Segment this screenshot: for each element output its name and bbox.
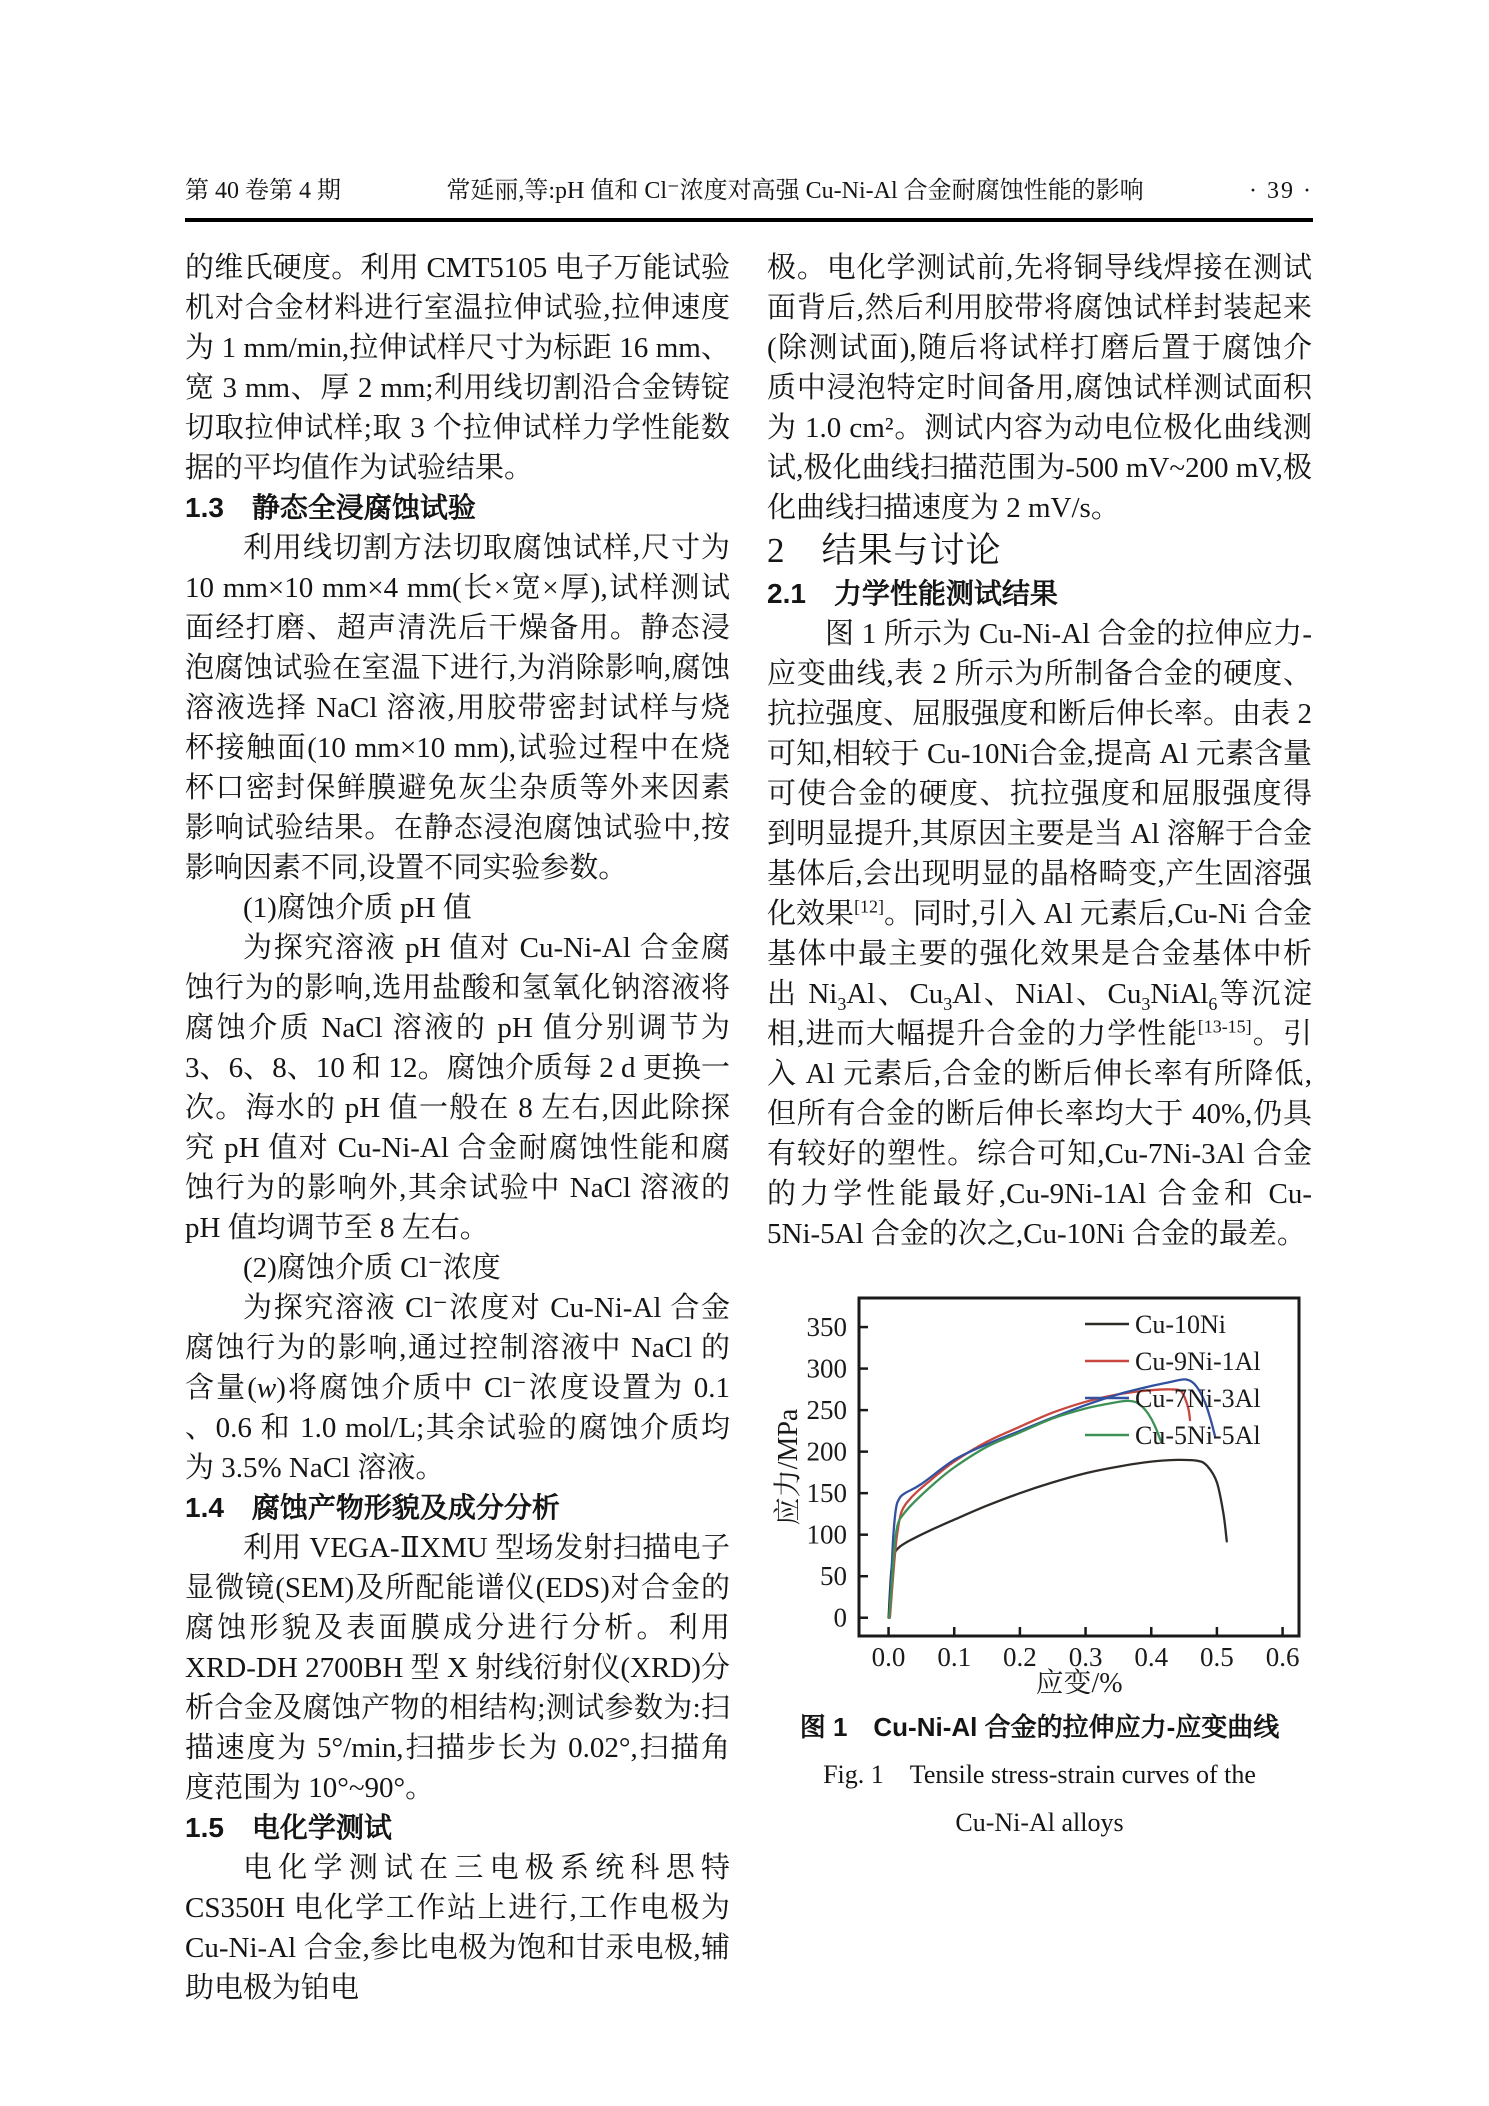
x-tick-label: 0.1 bbox=[937, 1642, 972, 1672]
y-tick-label: 350 bbox=[806, 1312, 847, 1343]
figure-caption-zh: 图 1 Cu-Ni-Al 合金的拉伸应力-应变曲线 bbox=[799, 1712, 1280, 1742]
x-axis-title: 应变/% bbox=[1035, 1668, 1123, 1694]
series-cu-10ni bbox=[889, 1460, 1227, 1618]
y-tick-label: 0 bbox=[833, 1602, 847, 1633]
heading-1-3: 1.3 静态全浸腐蚀试验 bbox=[185, 492, 476, 523]
stress-strain-chart bbox=[767, 1284, 1312, 1694]
running-title: 常延丽,等:pH 值和 Cl⁻浓度对高强 Cu-Ni-Al 合金耐腐蚀性能的影响 bbox=[446, 178, 1144, 204]
figure-caption-en-line2: Cu-Ni-Al alloys bbox=[955, 1808, 1124, 1837]
para-ph-label: (1)腐蚀介质 pH 值 bbox=[243, 892, 472, 924]
y-axis-title: 应力/MPa bbox=[773, 1408, 804, 1526]
x-tick-label: 0.5 bbox=[1200, 1642, 1234, 1672]
stress-strain-svg bbox=[767, 1284, 1312, 1694]
x-tick-label: 0.4 bbox=[1134, 1642, 1169, 1672]
series-cu-5ni-5al bbox=[889, 1401, 1161, 1618]
legend-label-cu-10ni: Cu-10Ni bbox=[1135, 1310, 1226, 1339]
y-tick-label: 150 bbox=[806, 1478, 847, 1509]
y-tick-label: 300 bbox=[806, 1353, 847, 1384]
heading-2: 2 结果与讨论 bbox=[767, 531, 1002, 570]
page-header bbox=[185, 176, 1313, 222]
y-tick-label: 50 bbox=[820, 1561, 847, 1592]
heading-1-5: 1.5 电化学测试 bbox=[185, 1812, 392, 1843]
x-tick-label: 0.0 bbox=[871, 1642, 906, 1672]
para-electrochem-1: 电化学测试在三电极系统科思特 CS350H 电化学工作站上进行,工作电极为 Cu-Ni-Al 合金,参比电极为饱和甘汞电极,辅助电极为铂电 bbox=[185, 1852, 730, 2004]
heading-2-1: 2.1 力学性能测试结果 bbox=[767, 578, 1058, 609]
para-cl-detail: 为探究溶液 Cl⁻浓度对 Cu-Ni-Al 合金腐蚀行为的影响,通过控制溶液中 NaCl 的含量(w)将腐蚀介质中 Cl⁻浓度设置为 0.1 、0.6 和 1.0 mol/L;其余试验的腐蚀介质均为 3.5% NaCl 溶液。 bbox=[185, 1292, 730, 1484]
para-cl-label: (2)腐蚀介质 Cl⁻浓度 bbox=[243, 1252, 501, 1284]
journal-issue: 第 40 卷第 4 期 bbox=[185, 178, 341, 204]
x-tick-label: 0.3 bbox=[1068, 1642, 1103, 1672]
page-number: · 39 · bbox=[1249, 178, 1313, 204]
heading-1-4: 1.4 腐蚀产物形貌及成分分析 bbox=[185, 1492, 560, 1523]
figure-1 bbox=[767, 1284, 1312, 1840]
x-tick-label: 0.6 bbox=[1265, 1642, 1300, 1672]
para-tensile-test: 的维氏硬度。利用 CMT5105 电子万能试验机对合金材料进行室温拉伸试验,拉伸速度为 1 mm/min,拉伸试样尺寸为标距 16 mm、宽 3 mm、厚 2 mm;利用线切割沿合金铸锭切取拉伸试样;取 3 个拉伸试样力学性能数据的平均值作为试验结果。 bbox=[185, 252, 730, 484]
legend-label-cu-5ni-5al: Cu-5Ni-5Al bbox=[1135, 1421, 1261, 1450]
para-electrochem-2: 极。电化学测试前,先将铜导线焊接在测试面背后,然后利用胶带将腐蚀试样封装起来(除测试面),随后将试样打磨后置于腐蚀介质中浸泡特定时间备用,腐蚀试样测试面积为 1.0 cm²。测试内容为动电位极化曲线测试,极化曲线扫描范围为-500 mV~200 mV,极化曲线扫描速度为 2 mV/s。 bbox=[767, 252, 1312, 524]
page-content bbox=[185, 176, 1313, 2008]
series-cu-7ni-3al bbox=[889, 1379, 1215, 1617]
figure-caption-en-line1: Fig. 1 Tensile stress-strain curves of the bbox=[823, 1760, 1256, 1789]
y-tick-label: 200 bbox=[806, 1436, 847, 1467]
legend-label-cu-7ni-3al: Cu-7Ni-3Al bbox=[1135, 1384, 1261, 1413]
para-sem-xrd: 利用 VEGA-ⅡXMU 型场发射扫描电子显微镜(SEM)及所配能谱仪(EDS)对合金的腐蚀形貌及表面膜成分进行分析。利用 XRD-DH 2700BH 型 X 射线衍射仪(XRD)分析合金及腐蚀产物的相结构;测试参数为:扫描速度为 5°/min,扫描步长为 0.02°,扫描角度范围为 10°~90°。 bbox=[185, 1532, 730, 1804]
para-ph-detail: 为探究溶液 pH 值对 Cu-Ni-Al 合金腐蚀行为的影响,选用盐酸和氢氧化钠溶液将腐蚀介质 NaCl 溶液的 pH 值分别调节为 3、6、8、10 和 12。腐蚀介质每 2 d 更换一次。海水的 pH 值一般在 8 左右,因此除探究 pH 值对 Cu-Ni-Al 合金耐腐蚀性能和腐蚀行为的影响外,其余试验中 NaCl 溶液的 pH 值均调节至 8 左右。 bbox=[185, 932, 730, 1244]
x-tick-label: 0.2 bbox=[1003, 1642, 1037, 1672]
para-immersion-test: 利用线切割方法切取腐蚀试样,尺寸为 10 mm×10 mm×4 mm(长×宽×厚),试样测试面经打磨、超声清洗后干燥备用。静态浸泡腐蚀试验在室温下进行,为消除影响,腐蚀溶液选择 NaCl 溶液,用胶带密封试样与烧杯接触面(10 mm×10 mm),试验过程中在烧杯口密封保鲜膜避免灰尘杂质等外来因素影响试验结果。在静态浸泡腐蚀试验中,按影响因素不同,设置不同实验参数。 bbox=[185, 532, 730, 884]
para-mechanical-results: 图 1 所示为 Cu-Ni-Al 合金的拉伸应力-应变曲线,表 2 所示为所制备合金的硬度、抗拉强度、屈服强度和断后伸长率。由表 2 可知,相较于 Cu-10Ni合金,提高 Al 元素含量可使合金的硬度、抗拉强度和屈服强度得到明显提升,其原因主要是当 Al 溶解于合金基体后,会出现明显的晶格畸变,产生固溶强化效果[12]。同时,引入 Al 元素后,Cu-Ni 合金基体中最主要的强化效果是合金基体中析出 $Ni_3Al$、$Cu_3Al$、NiAl、$Cu_3NiAl_6$等沉淀相,进而大幅提升合金的力学性能[13-15]。引入 Al 元素后,合金的断后伸长率有所降低,但所有合金的断后伸长率均大于 40%,仍具有较好的塑性。综合可知,Cu-7Ni-3Al 合金的力学性能最好,Cu-9Ni-1Al 合金和 Cu-5Ni-5Al 合金的次之,Cu-10Ni 合金的最差。 bbox=[767, 618, 1312, 1250]
y-tick-label: 250 bbox=[806, 1395, 847, 1426]
y-tick-label: 100 bbox=[806, 1519, 847, 1550]
right-column bbox=[767, 248, 1312, 2008]
legend-label-cu-9ni-1al: Cu-9Ni-1Al bbox=[1135, 1347, 1261, 1376]
left-column bbox=[185, 248, 730, 2008]
two-column-body bbox=[185, 248, 1313, 2008]
